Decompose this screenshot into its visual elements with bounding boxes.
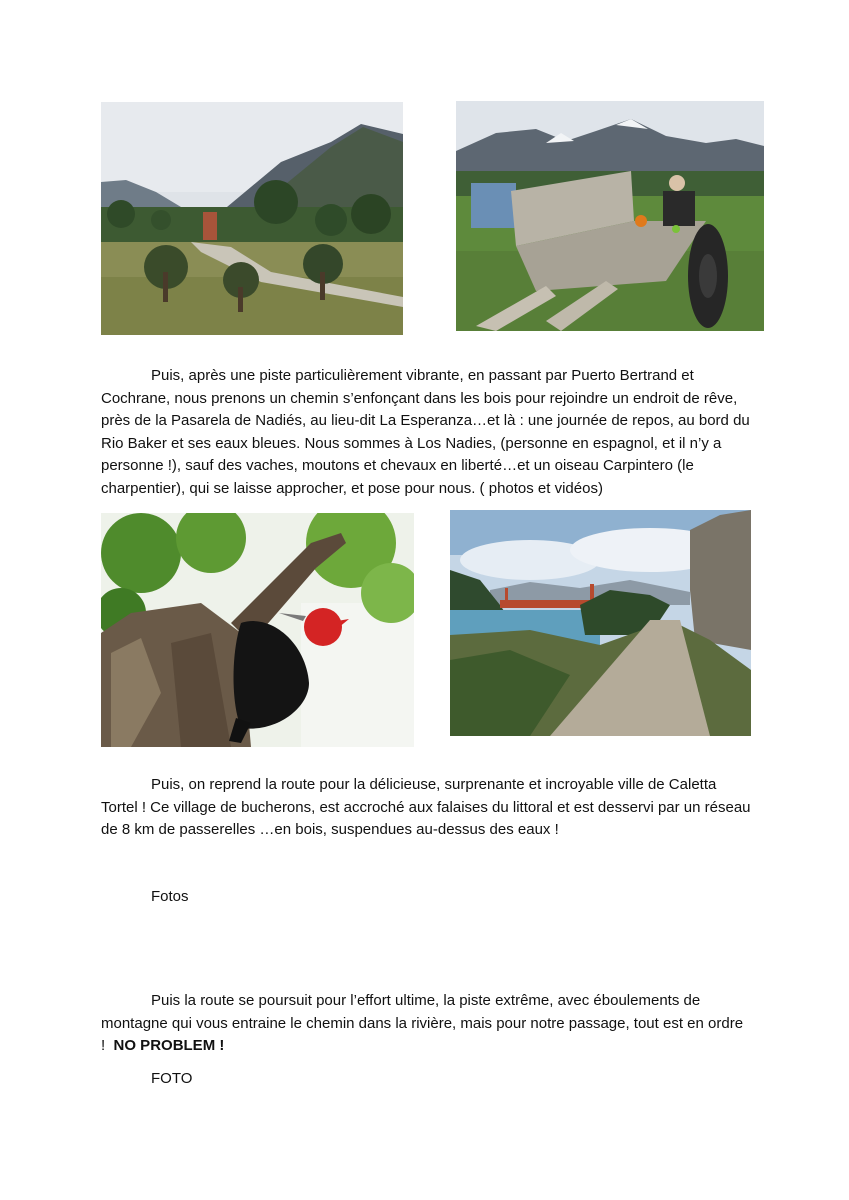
label-foto: FOTO <box>151 1070 193 1087</box>
paragraph-los-nadies: Puis, après une piste particulièrement vibrante, en passant par Puerto Bertrand et Cochrane, nous prenons un chemin s’enfonçant dans les bois pour rejoindre un endroit de rêve, près de la Pasarela de Nadiés, au lieu-dit La Esperanza…et là : une journée de repos, au bord du Rio Baker et ses eaux bleues. Nous sommes à Los Nadies, (personne en espagnol, et il n’y a personne !), sauf des vaches, moutons et chevaux en liberté…et un oiseau Carpintero (le charpentier), qui se laisse approcher, et pose pour nous. ( photos et vidéos) <box>101 367 750 497</box>
paragraph-piste-extreme <box>101 990 751 1058</box>
photo-river-road <box>450 510 751 736</box>
photo-valley-landscape <box>101 102 403 335</box>
emphasis-no-problem: NO PROBLEM ! <box>113 1037 225 1054</box>
photo-wooden-cart <box>456 101 764 331</box>
label-fotos: Fotos <box>151 888 189 905</box>
paragraph-caletta-tortel: Puis, on reprend la route pour la délicieuse, surprenante et incroyable ville de Caletta Tortel ! Ce village de bucherons, est accroché aux falaises du littoral et est desservi par un réseau de 8 km de passerelles …en bois, suspendues au-dessus des eaux ! <box>101 776 751 838</box>
paragraph-piste-extreme-text: Puis la route se poursuit pour l’effort ultime, la piste extrême, avec éboulements de montagne qui vous entraine le chemin dans la rivière, mais pour notre passage, tout est en ordre ! <box>101 992 744 1054</box>
photo-woodpecker <box>101 513 414 747</box>
